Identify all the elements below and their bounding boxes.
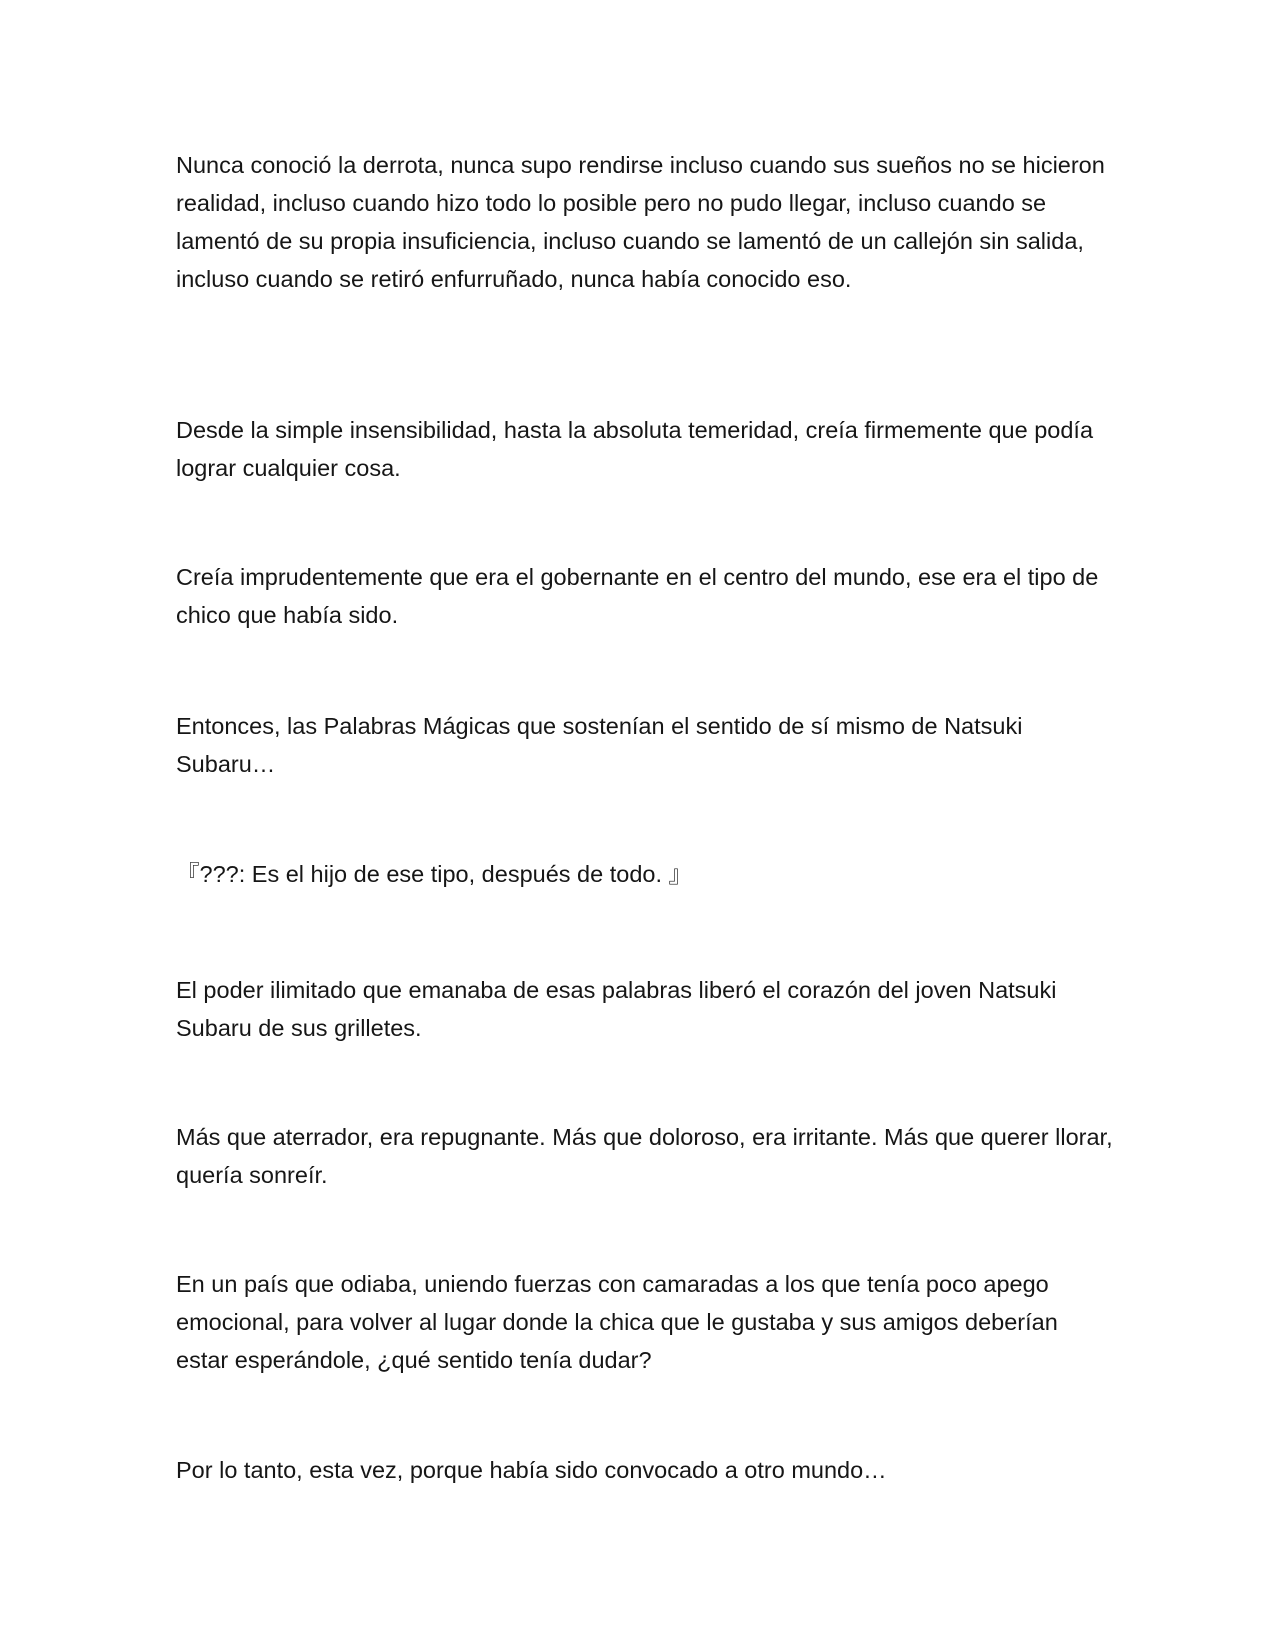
- paragraph-emotions: Más que aterrador, era repugnante. Más que doloroso, era irritante. Más que querer llorar, quería sonreír.: [176, 1124, 1113, 1188]
- paragraph-unlimited-power: El poder ilimitado que emanaba de esas palabras liberó el corazón del joven Natsuki Subaru de sus grilletes.: [176, 977, 1057, 1041]
- paragraph-defeat: Nunca conoció la derrota, nunca supo rendirse incluso cuando sus sueños no se hicieron realidad, incluso cuando hizo todo lo posible pero no pudo llegar, incluso cuando se lamentó de su propia insuficiencia, incluso cuando se lamentó de un callejón sin salida, incluso cuando se retiró enfurruñado, nunca había conocido eso.: [176, 152, 1105, 292]
- paragraph-magic-words: Entonces, las Palabras Mágicas que sostenían el sentido de sí mismo de Natsuki Subaru…: [176, 713, 1023, 777]
- paragraph-country: En un país que odiaba, uniendo fuerzas con camaradas a los que tenía poco apego emocional, para volver al lugar donde la chica que le gustaba y sus amigos deberían estar esperándole, ¿qué sentido tenía dudar?: [176, 1271, 1058, 1373]
- paragraph-ruler: Creía imprudentemente que era el gobernante en el centro del mundo, ese era el tipo de chico que había sido.: [176, 564, 1099, 628]
- paragraph-summoned: Por lo tanto, esta vez, porque había sido convocado a otro mundo…: [176, 1457, 887, 1483]
- paragraph-recklessness: Desde la simple insensibilidad, hasta la absoluta temeridad, creía firmemente que podía lograr cualquier cosa.: [176, 417, 1094, 481]
- dialogue-quote: 『???: Es el hijo de ese tipo, después de todo. 』: [176, 861, 693, 887]
